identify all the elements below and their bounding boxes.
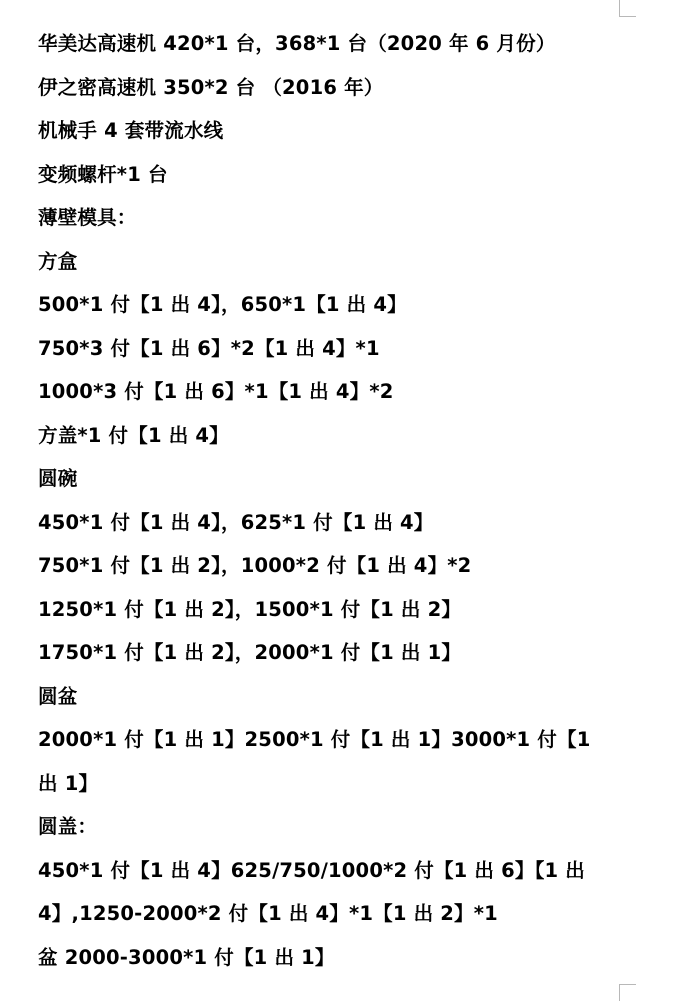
crop-mark-bottom-right [619,984,636,1001]
mold-line: 1000*3 付【1 出 6】*1【1 出 4】*2 [38,380,394,403]
category-heading-round-lid: 圆盖： [38,815,98,838]
mold-line: 750*3 付【1 出 6】*2【1 出 4】*1 [38,336,380,360]
mold-line: 盆 2000-3000*1 付【1 出 1】 [38,945,335,969]
mold-line: 方盖*1 付【1 出 4】 [38,423,229,447]
document-body [38,22,638,979]
section-heading-thin-wall-molds: 薄壁模具： [38,206,137,229]
equipment-line-huameida: 华美达高速机 420*1 台，368*1 台（2020 年 6 月份） [38,32,556,55]
mold-line: 2000*1 付【1 出 1】2500*1 付【1 出 1】3000*1 付【1 [38,728,591,751]
mold-line: 750*1 付【1 出 2】，1000*2 付【1 出 4】*2 [38,554,472,577]
crop-mark-top-right [619,0,636,17]
mold-line: 4】,1250-2000*2 付【1 出 4】*1【1 出 2】*1 [38,902,498,925]
category-heading-round-basin: 圆盆 [38,684,78,708]
mold-line: 出 1】 [38,771,99,795]
equipment-line-screw: 变频螺杆*1 台 [38,162,168,186]
category-heading-square-box: 方盒 [38,249,78,273]
mold-line: 450*1 付【1 出 4】625/750/1000*2 付【1 出 6】【1 出 [38,858,585,882]
category-heading-round-bowl: 圆碗 [38,467,78,490]
equipment-line-robot-arm: 机械手 4 套带流水线 [38,119,224,142]
mold-line: 1250*1 付【1 出 2】，1500*1 付【1 出 2】 [38,597,462,621]
equipment-line-yizhimi: 伊之密高速机 350*2 台 （2016 年） [38,75,384,99]
mold-line: 450*1 付【1 出 4】，625*1 付【1 出 4】 [38,510,434,534]
mold-line: 1750*1 付【1 出 2】，2000*1 付【1 出 1】 [38,641,462,664]
mold-line: 500*1 付【1 出 4】，650*1【1 出 4】 [38,293,407,316]
